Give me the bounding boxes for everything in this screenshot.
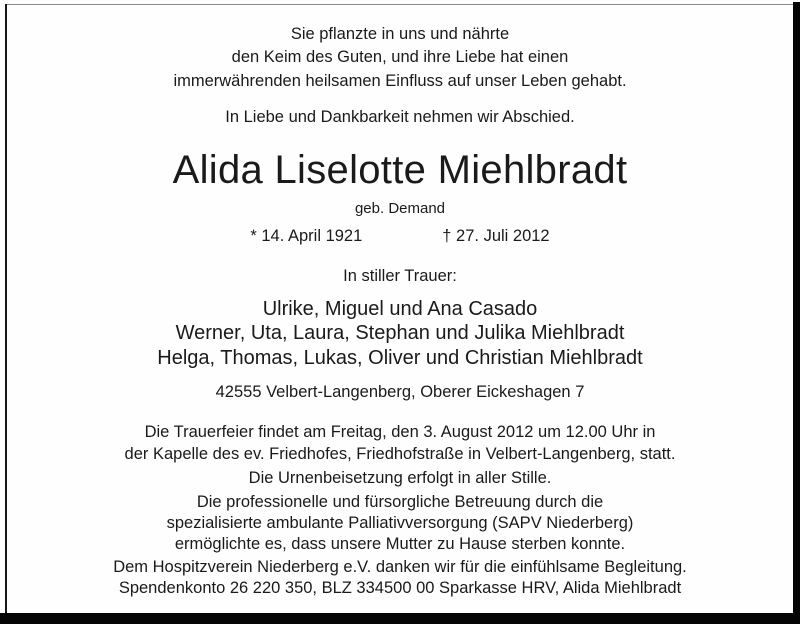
mourner-line: Helga, Thomas, Lukas, Oliver und Christian Miehlbradt	[157, 347, 643, 370]
mourners-list	[7, 297, 793, 371]
address-line: 42555 Velbert-Langenberg, Oberer Eickeshagen 7	[215, 382, 585, 401]
donation-note-line: Spendenkonto 26 220 350, BLZ 334500 00 Sparkasse HRV, Alida Miehlbradt	[118, 578, 682, 597]
birth-date: * 14. April 1921	[250, 226, 363, 245]
death-date: † 27. Juli 2012	[442, 226, 550, 245]
donation-note	[7, 557, 793, 598]
maiden-name: geb. Demand	[354, 199, 446, 217]
deceased-name: Alida Liselotte Miehlbradt	[172, 147, 628, 192]
scan-edge-bottom	[0, 613, 800, 624]
farewell-line: In Liebe und Dankbarkeit nehmen wir Abschied.	[225, 107, 575, 126]
urn-burial-note: Die Urnenbeisetzung erfolgt in aller Stille.	[248, 468, 552, 487]
notice-content	[7, 5, 793, 613]
donation-note-line: Dem Hospitzverein Niederberg e.V. danken wir für die einfühlsame Begleitung.	[113, 558, 687, 577]
epitaph-verse-line: Sie pflanzte in uns und nährte	[290, 25, 510, 43]
funeral-details	[7, 421, 793, 466]
mourner-line: Werner, Uta, Laura, Stephan und Julika Miehlbradt	[175, 322, 625, 345]
care-acknowledgement-line: Die professionelle und fürsorgliche Betreuung durch die	[196, 493, 604, 512]
mourner-line: Ulrike, Miguel und Ana Casado	[262, 297, 538, 320]
care-acknowledgement	[7, 492, 793, 555]
mourning-heading: In stiller Trauer:	[343, 266, 457, 285]
care-acknowledgement-line: ermöglichte es, dass unsere Mutter zu Hause sterben konnte.	[174, 535, 626, 554]
scan-edge-right	[793, 2, 800, 624]
epitaph-verse-line: immerwährenden heilsamen Einfluss auf unser Leben gehabt.	[173, 71, 627, 90]
funeral-details-line: der Kapelle des ev. Friedhofes, Friedhofstraße in Velbert-Langenberg, statt.	[124, 445, 676, 464]
care-acknowledgement-line: spezialisierte ambulante Palliativversorgung (SAPV Niederberg)	[166, 514, 634, 533]
life-dates	[7, 225, 793, 248]
epitaph-verse-line: den Keim des Guten, und ihre Liebe hat einen	[231, 48, 569, 67]
funeral-details-line: Die Trauerfeier findet am Freitag, den 3. August 2012 um 12.00 Uhr in	[144, 422, 656, 441]
epitaph-verse	[7, 5, 793, 93]
